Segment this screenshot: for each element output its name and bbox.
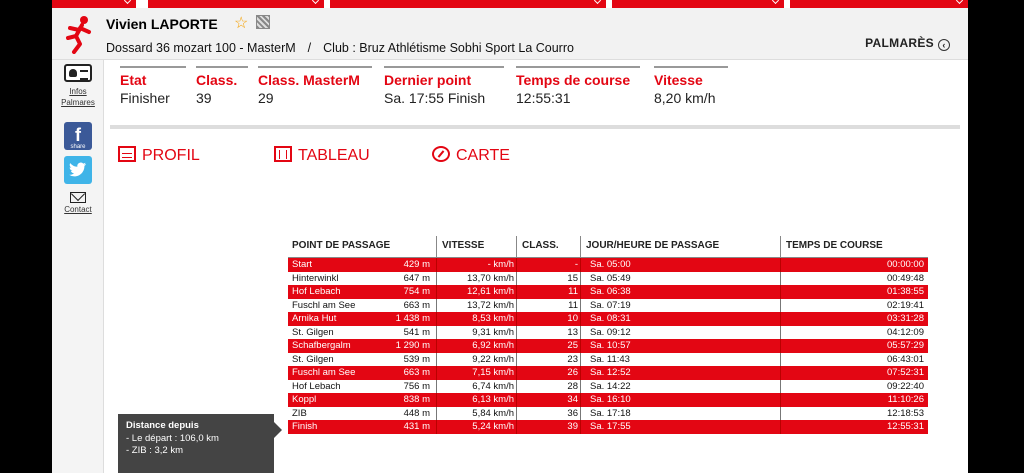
cell-passage-time: Sa. 17:55: [590, 421, 631, 432]
header-separator: [436, 236, 437, 258]
infos-palmares-link[interactable]: Infos Palmares: [61, 87, 95, 107]
tab-tableau-label: TABLEAU: [298, 147, 370, 164]
cell-point-name: Koppl: [292, 394, 317, 405]
cell-separator: [436, 420, 437, 434]
header-separator: [580, 236, 581, 258]
tab-carte-label: CARTE: [456, 147, 510, 164]
stat-label: Temps de course: [516, 72, 631, 88]
tooltip-title: Distance depuis: [126, 420, 199, 431]
tab-tableau[interactable]: [274, 146, 370, 165]
stat-vitesse: [654, 66, 728, 106]
arrow-left-circle-icon: ‹: [938, 39, 950, 51]
top-tab-3[interactable]: [330, 0, 606, 8]
app-window: [52, 0, 968, 473]
col-header-jour: JOUR/HEURE DE PASSAGE: [586, 240, 720, 251]
table-row[interactable]: [288, 339, 928, 353]
table-row[interactable]: [288, 366, 928, 380]
cell-distance: 448 m: [403, 407, 430, 419]
table-row[interactable]: [288, 258, 928, 272]
cell-separator: [780, 272, 781, 286]
twitter-button[interactable]: [64, 156, 92, 184]
cell-separator: [580, 353, 581, 367]
cell-separator: [780, 258, 781, 272]
cell-point-name: ZIB: [292, 407, 307, 419]
cell-race-time: 06:43:01: [887, 353, 924, 365]
table-row[interactable]: [288, 299, 928, 313]
cell-point-name: Finish: [292, 421, 318, 432]
cell-separator: [580, 380, 581, 394]
cell-class: 23: [567, 353, 578, 365]
cell-distance: 647 m: [403, 272, 430, 284]
cell-race-time: 01:38:55: [887, 286, 924, 297]
cell-separator: [516, 366, 517, 380]
cell-passage-time: Sa. 16:10: [590, 394, 631, 405]
facebook-share-button[interactable]: f share: [64, 122, 92, 150]
cell-passage-time: Sa. 09:12: [590, 326, 631, 338]
cell-passage-time: Sa. 12:52: [590, 367, 631, 378]
sidebar: [52, 60, 104, 473]
cell-passage-time: Sa. 06:38: [590, 286, 631, 297]
cell-passage-time: Sa. 17:18: [590, 407, 631, 419]
cell-class: 15: [567, 272, 578, 284]
cell-separator: [580, 393, 581, 407]
top-tab-4[interactable]: [612, 0, 784, 8]
stat-value: 12:55:31: [516, 90, 571, 106]
cell-separator: [516, 285, 517, 299]
cell-separator: [780, 366, 781, 380]
compass-icon: [432, 146, 450, 162]
cell-point-name: Hof Lebach: [292, 286, 341, 297]
cell-separator: [516, 407, 517, 421]
checkered-flag-icon[interactable]: [256, 15, 270, 29]
stat-value: 8,20 km/h: [654, 90, 716, 106]
runner-logo-icon: [62, 14, 96, 54]
table-row[interactable]: [288, 326, 928, 340]
cell-separator: [580, 312, 581, 326]
cell-separator: [516, 326, 517, 340]
col-header-class: CLASS.: [522, 240, 559, 251]
cell-distance: 663 m: [403, 367, 430, 378]
stat-dernier-point: [384, 66, 504, 106]
stat-etat: [120, 66, 186, 106]
cell-separator: [436, 407, 437, 421]
cell-separator: [436, 285, 437, 299]
cell-point-name: Hinterwinkl: [292, 272, 339, 284]
cell-speed: 5,84 km/h: [472, 407, 514, 419]
cell-speed: 6,92 km/h: [472, 340, 514, 351]
cell-separator: [516, 420, 517, 434]
cell-separator: [516, 353, 517, 367]
cell-passage-time: Sa. 10:57: [590, 340, 631, 351]
cell-separator: [780, 312, 781, 326]
table-body: [288, 258, 928, 434]
cell-separator: [436, 326, 437, 340]
cell-speed: - km/h: [487, 259, 514, 270]
cell-distance: 754 m: [403, 286, 430, 297]
table-row[interactable]: [288, 285, 928, 299]
cell-separator: [580, 407, 581, 421]
cell-passage-time: Sa. 05:00: [590, 259, 631, 270]
stat-value: Sa. 17:55 Finish: [384, 90, 486, 106]
cell-separator: [516, 272, 517, 286]
profile-chart-icon: [118, 146, 136, 162]
cell-speed: 13,70 km/h: [467, 272, 514, 284]
cell-separator: [436, 380, 437, 394]
cell-race-time: 09:22:40: [887, 380, 924, 392]
cell-distance: 1 290 m: [395, 340, 430, 351]
cell-passage-time: Sa. 08:31: [590, 313, 631, 324]
cell-race-time: 00:00:00: [887, 259, 924, 270]
cell-separator: [436, 312, 437, 326]
stat-value: Finisher: [120, 90, 170, 106]
cell-race-time: 03:31:28: [887, 313, 924, 324]
tab-carte[interactable]: [432, 146, 510, 165]
cell-point-name: St. Gilgen: [292, 326, 334, 338]
favorite-star-icon[interactable]: ☆: [234, 15, 249, 32]
cell-class: 28: [567, 380, 578, 392]
envelope-icon[interactable]: [70, 192, 86, 203]
table-header: [288, 236, 928, 258]
cell-race-time: 04:12:09: [887, 326, 924, 338]
cell-separator: [780, 326, 781, 340]
palmares-link[interactable]: [865, 36, 950, 51]
stat-temps-course: [516, 66, 640, 106]
cell-separator: [780, 285, 781, 299]
cell-distance: 756 m: [403, 380, 430, 392]
cell-separator: [516, 339, 517, 353]
cell-separator: [516, 380, 517, 394]
cell-class: 26: [567, 367, 578, 378]
cell-class: 11: [568, 286, 578, 297]
cell-separator: [780, 299, 781, 313]
cell-class: 11: [568, 299, 578, 311]
id-card-icon[interactable]: [64, 64, 92, 82]
cell-point-name: St. Gilgen: [292, 353, 334, 365]
cell-speed: 6,13 km/h: [472, 394, 514, 405]
cell-separator: [580, 339, 581, 353]
cell-race-time: 00:49:48: [887, 272, 924, 284]
stat-label: Etat: [120, 72, 147, 88]
cell-separator: [516, 299, 517, 313]
cell-separator: [436, 339, 437, 353]
cell-race-time: 02:19:41: [887, 299, 924, 311]
cell-passage-time: Sa. 14:22: [590, 380, 631, 392]
cell-separator: [580, 326, 581, 340]
col-header-temps: TEMPS DE COURSE: [786, 240, 883, 251]
cell-speed: 8,53 km/h: [472, 313, 514, 324]
stat-value: 39: [196, 90, 212, 106]
cell-class: 36: [567, 407, 578, 419]
cell-separator: [580, 366, 581, 380]
stat-label: Vitesse: [654, 72, 703, 88]
top-tab-5[interactable]: [790, 0, 968, 8]
top-tab-1[interactable]: [52, 0, 136, 8]
table-row[interactable]: [288, 380, 928, 394]
stat-label: Class.: [196, 72, 238, 88]
top-tab-2[interactable]: [148, 0, 324, 8]
tooltip-line: - Le départ : 106,0 km: [126, 433, 219, 444]
tab-profil-label: PROFIL: [142, 147, 200, 164]
cell-separator: [516, 258, 517, 272]
cell-separator: [516, 393, 517, 407]
cell-speed: 6,74 km/h: [472, 380, 514, 392]
tab-profil[interactable]: [118, 146, 200, 165]
contact-link[interactable]: Contact: [64, 205, 92, 214]
cell-speed: 13,72 km/h: [467, 299, 514, 311]
table-icon: [274, 146, 292, 162]
table-row[interactable]: [288, 353, 928, 367]
cell-speed: 7,15 km/h: [472, 367, 514, 378]
cell-separator: [780, 339, 781, 353]
cell-separator: [516, 312, 517, 326]
cell-distance: 541 m: [403, 326, 430, 338]
cell-class: 25: [567, 340, 578, 351]
runner-name: Vivien LAPORTE: [106, 16, 218, 32]
cell-separator: [436, 299, 437, 313]
cell-separator: [780, 380, 781, 394]
passage-table: [288, 236, 928, 434]
cell-separator: [436, 393, 437, 407]
stat-label: Class. MasterM: [258, 72, 360, 88]
cell-separator: [436, 258, 437, 272]
bib-info: Dossard 36 mozart 100 - MasterM: [106, 41, 296, 55]
cell-separator: [436, 366, 437, 380]
cell-speed: 12,61 km/h: [467, 286, 514, 297]
col-header-vitesse: VITESSE: [442, 240, 485, 251]
club-info: Club : Bruz Athlétisme Sobhi Sport La Courro: [323, 41, 574, 55]
cell-separator: [780, 407, 781, 421]
cell-distance: 431 m: [403, 421, 430, 432]
cell-race-time: 11:10:26: [887, 394, 924, 405]
stat-label: Dernier point: [384, 72, 472, 88]
cell-distance: 838 m: [403, 394, 430, 405]
stat-class-master: [258, 66, 372, 106]
cell-separator: [580, 272, 581, 286]
cell-distance: 539 m: [403, 353, 430, 365]
table-row[interactable]: [288, 312, 928, 326]
cell-passage-time: Sa. 07:19: [590, 299, 631, 311]
cell-class: 39: [567, 421, 578, 432]
cell-separator: [436, 272, 437, 286]
cell-distance: 429 m: [403, 259, 430, 270]
cell-separator: [580, 420, 581, 434]
header-separator: [780, 236, 781, 258]
runner-header: [52, 8, 968, 60]
cell-point-name: Fuschl am See: [292, 299, 356, 311]
table-row[interactable]: [288, 407, 928, 421]
cell-race-time: 05:57:29: [887, 340, 924, 351]
cell-speed: 9,31 km/h: [472, 326, 514, 338]
palmares-label: PALMARÈS: [865, 36, 934, 50]
header-separator: [516, 236, 517, 258]
cell-class: 10: [567, 313, 578, 324]
cell-point-name: Start: [292, 259, 313, 270]
bib-line: Dossard 36 mozart 100 - MasterM / Club : Bruz Athlétisme Sobhi Sport La Courro: [106, 41, 574, 55]
cell-passage-time: Sa. 05:49: [590, 272, 631, 284]
cell-distance: 663 m: [403, 299, 430, 311]
facebook-share-label: share: [70, 144, 86, 150]
cell-separator: [580, 299, 581, 313]
col-header-point: POINT DE PASSAGE: [292, 240, 391, 251]
top-nav-strip: [52, 0, 968, 8]
cell-separator: [436, 353, 437, 367]
table-row[interactable]: [288, 272, 928, 286]
stat-value: 29: [258, 90, 274, 106]
cell-race-time: 07:52:31: [887, 367, 924, 378]
cell-speed: 5,24 km/h: [472, 421, 514, 432]
cell-separator: [580, 258, 581, 272]
table-row[interactable]: [288, 420, 928, 434]
cell-distance: 1 438 m: [395, 313, 430, 324]
cell-separator: [580, 285, 581, 299]
cell-point-name: Fuschl am See: [292, 367, 356, 378]
cell-speed: 9,22 km/h: [472, 353, 514, 365]
cell-point-name: Schafbergalm: [292, 340, 351, 351]
stat-class: [196, 66, 248, 106]
cell-separator: [780, 353, 781, 367]
tooltip-line: - ZIB : 3,2 km: [126, 445, 184, 456]
divider: [110, 125, 960, 129]
cell-class: 13: [567, 326, 578, 338]
cell-class: -: [574, 259, 578, 270]
cell-class: 34: [567, 394, 578, 405]
cell-race-time: 12:18:53: [887, 407, 924, 419]
cell-point-name: Hof Lebach: [292, 380, 341, 392]
cell-race-time: 12:55:31: [887, 421, 924, 432]
twitter-bird-icon: [69, 162, 87, 178]
cell-separator: [780, 420, 781, 434]
cell-separator: [780, 393, 781, 407]
table-row[interactable]: [288, 393, 928, 407]
distance-tooltip: [118, 414, 274, 473]
cell-point-name: Arnika Hut: [292, 313, 337, 324]
cell-passage-time: Sa. 11:43: [590, 353, 630, 365]
